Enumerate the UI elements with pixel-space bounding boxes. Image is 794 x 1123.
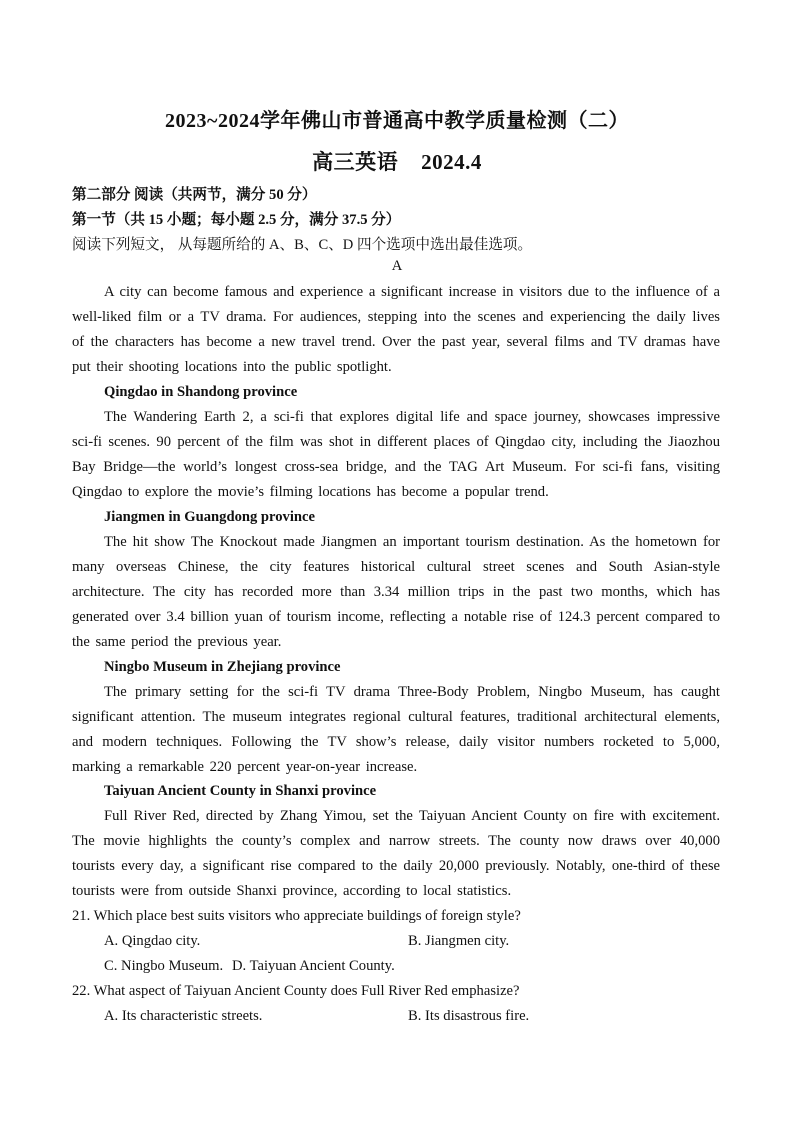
question-22-stem: 22. What aspect of Taiyuan Ancient County does Full River Red emphasize? — [72, 983, 520, 999]
question-21-option-c: C. Ningbo Museum. — [104, 958, 224, 974]
question-22-option-a: A. Its characteristic streets. — [104, 1008, 263, 1024]
section-label: 第一节（共 15 小题；每小题 2.5 分，满分 37.5 分） — [72, 212, 401, 228]
section-heading-jiangmen: Jiangmen in Guangdong province — [104, 509, 315, 525]
part-label: 第二部分 阅读（共两节，满分 50 分） — [72, 187, 317, 203]
section-text-taiyuan: Full River Red, directed by Zhang Yimou, set the Taiyuan Ancient County on fire with excitement. The movie highlights the county’s complex and narrow streets. The county now draws over 40,000 tourists every day, a significant rise compared to the daily 20,000 previously. Notably, one-third of these tourists were from outside Shanxi province, according to local statistics. — [72, 808, 720, 899]
passage-intro: A city can become famous and experience a significant increase in visitors due to the influence of a well-liked film or a TV drama. For audiences, stepping into the scenes and experiencing the daily lives of the characters has become a new travel trend. Over the past year, several films and TV dramas have put their shooting locations into the public spotlight. — [72, 284, 720, 375]
question-21-stem: 21. Which place best suits visitors who appreciate buildings of foreign style? — [72, 908, 521, 924]
instruction-text: 阅读下列短文， 从每题所给的 A、B、C、D 四个选项中选出最佳选项。 — [72, 237, 533, 253]
section-text-jiangmen: The hit show The Knockout made Jiangmen an important tourism destination. As the hometown for many overseas Chinese, the city features historical cultural street scenes and South Asian-style architecture. The city has recorded more than 3.34 million trips in the past two months, which has generated over 3.4 billion yuan of tourism income, reflecting a notable rise of 124.3 percent compared to the same period the previous year. — [72, 534, 720, 650]
question-22-option-b: B. Its disastrous fire. — [408, 1008, 530, 1024]
section-heading-qingdao: Qingdao in Shandong province — [104, 384, 298, 400]
section-text-qingdao: The Wandering Earth 2, a sci-fi that explores digital life and space journey, showcases impressive sci-fi scenes. 90 percent of the film was shot in different places of Qingdao city, including the Jiaozhou Bay Bridge—the world’s longest cross-sea bridge, and the TAG Art Museum. For sci-fi fans, visiting Qingdao to explore the movie’s filming locations has become a popular trend. — [72, 409, 720, 500]
section-heading-ningbo: Ningbo Museum in Zhejiang province — [104, 659, 341, 675]
question-21-option-b: B. Jiangmen city. — [408, 933, 510, 949]
question-21-option-d: D. Taiyuan Ancient County. — [232, 958, 395, 974]
exam-title: 2023~2024学年佛山市普通高中教学质量检测（二） — [165, 110, 629, 132]
section-heading-taiyuan: Taiyuan Ancient County in Shanxi province — [104, 783, 377, 799]
exam-subtitle: 高三英语 2024.4 — [312, 150, 482, 174]
passage-letter: A — [391, 258, 403, 274]
question-21-option-a: A. Qingdao city. — [104, 933, 201, 949]
section-text-ningbo: The primary setting for the sci-fi TV drama Three-Body Problem, Ningbo Museum, has caught significant attention. The museum integrates regional cultural features, traditional architectural elements, and modern techniques. Following the TV show’s release, daily visitor numbers rocketed to 5,000, marking a remarkable 220 percent year-on-year increase. — [72, 684, 720, 775]
